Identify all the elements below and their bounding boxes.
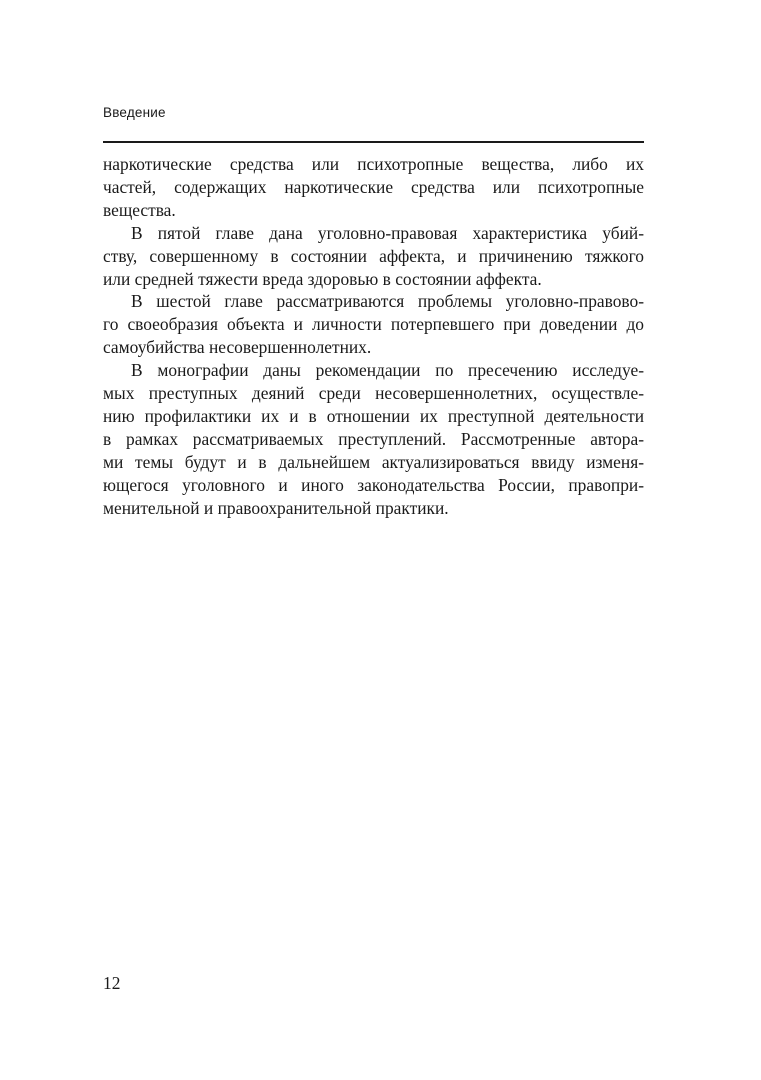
text-line: ющегося уголовного и иного законодательства России, правопри- (103, 474, 644, 495)
text-line: В монографии даны рекомендации по пресечению исследуе- (131, 360, 644, 381)
text-line: нию профилактики их и в отношении их преступной деятельности (103, 405, 644, 426)
text-line: го своеобразия объекта и личности потерпевшего при доведении до (103, 314, 644, 335)
running-head: Введение (103, 105, 166, 120)
text-line: наркотические средства или психотропные вещества, либо их (103, 154, 644, 174)
body-text (103, 153, 644, 520)
page-number: 12 (103, 973, 121, 993)
text-line: вещества. (103, 199, 176, 220)
text-line: мых преступных деяний среди несовершеннолетних, осуществле- (103, 383, 644, 404)
text-line: ми темы будут и в дальнейшем актуализироваться ввиду изменя- (103, 451, 644, 472)
header-rule (103, 141, 644, 143)
text-line: ству, совершенному в состоянии аффекта, и причинению тяжкого (103, 245, 644, 266)
text-line: В пятой главе дана уголовно-правовая характеристика убий- (131, 222, 644, 243)
text-line: частей, содержащих наркотические средства или психотропные (103, 176, 644, 197)
text-line: или средней тяжести вреда здоровью в состоянии аффекта. (103, 268, 542, 289)
text-line: самоубийства несовершеннолетних. (103, 337, 372, 358)
text-line: в рамках рассматриваемых преступлений. Рассмотренные автора- (103, 428, 644, 449)
text-line: менительной и правоохранительной практики. (103, 497, 449, 518)
text-line: В шестой главе рассматриваются проблемы уголовно-правово- (131, 291, 644, 312)
